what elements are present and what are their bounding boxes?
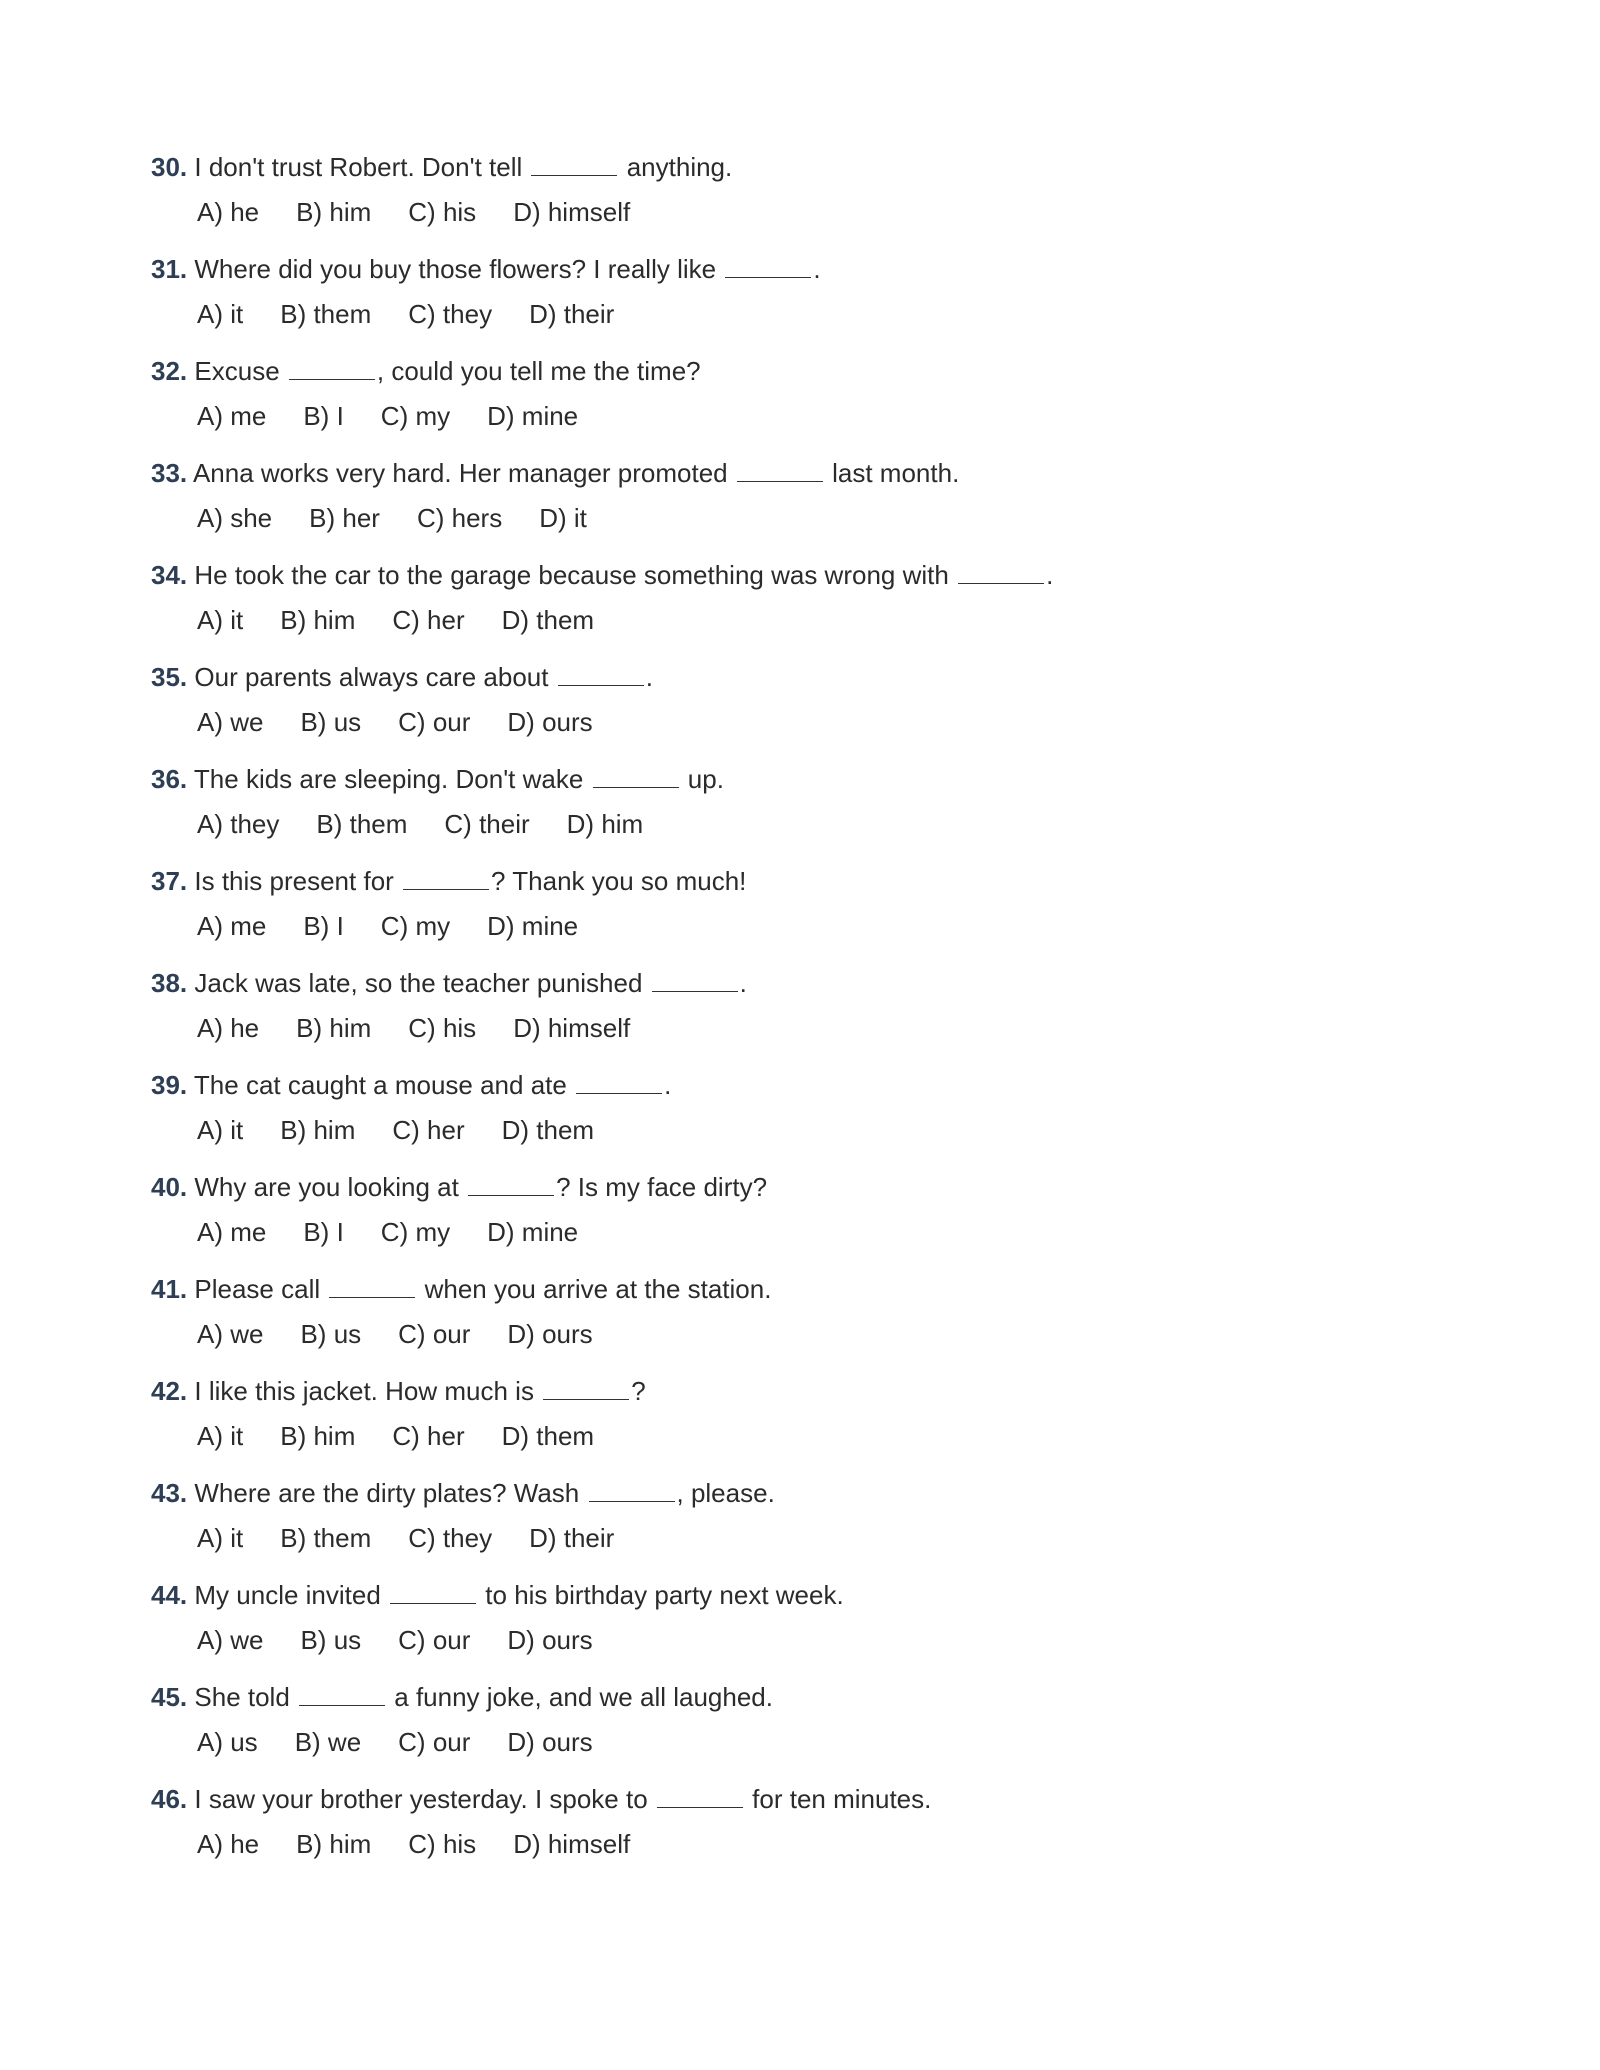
question-text-after-blank: to his birthday party next week. xyxy=(485,1580,844,1610)
answer-option: C) my xyxy=(380,401,451,431)
answer-options xyxy=(151,1316,1451,1352)
answer-option: B) him xyxy=(280,1421,356,1451)
answer-option: C) they xyxy=(408,1523,493,1553)
answer-option: A) me xyxy=(197,911,267,941)
answer-options xyxy=(151,1418,1451,1454)
question-item xyxy=(151,556,1451,658)
question-number: 37. xyxy=(151,866,188,896)
answer-blank xyxy=(558,663,644,686)
answer-blank xyxy=(593,765,679,788)
answer-option: A) it xyxy=(197,1523,244,1553)
answer-option: A) we xyxy=(197,707,264,737)
answer-option: A) it xyxy=(197,1115,244,1145)
question-text-before-blank: I saw your brother yesterday. I spoke to xyxy=(194,1784,648,1814)
question-text-before-blank: The cat caught a mouse and ate xyxy=(193,1070,567,1100)
answer-option: C) our xyxy=(398,1625,471,1655)
question-text-after-blank: ? xyxy=(631,1376,646,1406)
answer-option: D) mine xyxy=(487,911,579,941)
question-item xyxy=(151,1780,1451,1882)
question-number: 43. xyxy=(151,1478,188,1508)
answer-options xyxy=(151,1010,1451,1046)
answer-option: A) it xyxy=(197,605,244,635)
answer-option: A) we xyxy=(197,1625,264,1655)
question-text-after-blank: . xyxy=(1046,560,1054,590)
answer-option: B) us xyxy=(300,1319,362,1349)
question-number: 39. xyxy=(151,1070,188,1100)
answer-options xyxy=(151,194,1451,230)
answer-option: A) she xyxy=(197,503,273,533)
question-number: 41. xyxy=(151,1274,188,1304)
answer-option: C) their xyxy=(444,809,530,839)
question-item xyxy=(151,1168,1451,1270)
answer-blank xyxy=(652,969,738,992)
question-text xyxy=(151,556,1451,594)
question-item xyxy=(151,1270,1451,1372)
question-text-after-blank: ? Is my face dirty? xyxy=(556,1172,768,1202)
question-number: 32. xyxy=(151,356,188,386)
question-text-after-blank: ? Thank you so much! xyxy=(491,866,747,896)
answer-option: D) mine xyxy=(487,401,579,431)
answer-option: B) us xyxy=(300,707,362,737)
answer-option: D) mine xyxy=(487,1217,579,1247)
question-text-before-blank: He took the car to the garage because something was wrong with xyxy=(194,560,949,590)
answer-option: C) her xyxy=(392,605,465,635)
answer-option: A) we xyxy=(197,1319,264,1349)
question-number: 33. xyxy=(151,458,188,488)
question-item xyxy=(151,352,1451,454)
answer-option: B) her xyxy=(309,503,380,533)
question-number: 45. xyxy=(151,1682,188,1712)
answer-option: B) them xyxy=(316,809,408,839)
answer-option: D) ours xyxy=(507,707,593,737)
question-text-after-blank: last month. xyxy=(832,458,960,488)
answer-options xyxy=(151,704,1451,740)
question-text xyxy=(151,658,1451,696)
answer-blank xyxy=(589,1479,675,1502)
answer-option: C) her xyxy=(392,1421,465,1451)
answer-options xyxy=(151,1214,1451,1250)
answer-option: A) he xyxy=(197,1829,260,1859)
answer-option: B) him xyxy=(280,605,356,635)
question-text-before-blank: Please call xyxy=(194,1274,321,1304)
answer-options xyxy=(151,1622,1451,1658)
question-text xyxy=(151,964,1451,1002)
answer-option: A) he xyxy=(197,1013,260,1043)
question-number: 34. xyxy=(151,560,188,590)
question-text xyxy=(151,1066,1451,1104)
answer-option: C) his xyxy=(408,197,477,227)
answer-option: D) him xyxy=(566,809,644,839)
question-text xyxy=(151,1780,1451,1818)
question-number: 35. xyxy=(151,662,188,692)
answer-blank xyxy=(390,1581,476,1604)
question-text-after-blank: a funny joke, and we all laughed. xyxy=(394,1682,773,1712)
answer-blank xyxy=(543,1377,629,1400)
answer-option: C) his xyxy=(408,1829,477,1859)
question-text-after-blank: . xyxy=(664,1070,672,1100)
question-list xyxy=(151,148,1451,1882)
answer-option: C) they xyxy=(408,299,493,329)
question-text xyxy=(151,1372,1451,1410)
question-text-after-blank: , please. xyxy=(676,1478,775,1508)
question-text xyxy=(151,1270,1451,1308)
answer-option: B) I xyxy=(303,1217,344,1247)
question-number: 31. xyxy=(151,254,188,284)
answer-option: C) her xyxy=(392,1115,465,1145)
answer-options xyxy=(151,1520,1451,1556)
answer-option: D) them xyxy=(501,1421,595,1451)
answer-option: C) hers xyxy=(416,503,503,533)
question-item xyxy=(151,1678,1451,1780)
question-text-before-blank: Anna works very hard. Her manager promoted xyxy=(192,458,728,488)
answer-blank xyxy=(531,153,617,176)
answer-options xyxy=(151,1724,1451,1760)
answer-blank xyxy=(958,561,1044,584)
question-item xyxy=(151,250,1451,352)
question-number: 38. xyxy=(151,968,188,998)
question-number: 30. xyxy=(151,152,188,182)
answer-blank xyxy=(576,1071,662,1094)
question-text-before-blank: Jack was late, so the teacher punished xyxy=(194,968,643,998)
question-text xyxy=(151,862,1451,900)
answer-option: D) himself xyxy=(513,1013,631,1043)
question-text-before-blank: Is this present for xyxy=(194,866,394,896)
answer-option: B) them xyxy=(280,1523,372,1553)
question-number: 44. xyxy=(151,1580,188,1610)
answer-option: D) ours xyxy=(507,1727,593,1757)
answer-blank xyxy=(329,1275,415,1298)
question-text xyxy=(151,1678,1451,1716)
question-item xyxy=(151,658,1451,760)
question-text xyxy=(151,1474,1451,1512)
answer-blank xyxy=(725,255,811,278)
question-text xyxy=(151,148,1451,186)
question-item xyxy=(151,148,1451,250)
answer-option: B) I xyxy=(303,911,344,941)
question-text xyxy=(151,1576,1451,1614)
question-text-before-blank: She told xyxy=(194,1682,290,1712)
question-text-after-blank: when you arrive at the station. xyxy=(424,1274,772,1304)
question-number: 40. xyxy=(151,1172,188,1202)
answer-options xyxy=(151,1826,1451,1862)
answer-option: D) himself xyxy=(513,197,631,227)
answer-option: A) it xyxy=(197,299,244,329)
answer-options xyxy=(151,1112,1451,1148)
answer-options xyxy=(151,296,1451,332)
answer-option: B) we xyxy=(294,1727,362,1757)
question-text-before-blank: I like this jacket. How much is xyxy=(194,1376,534,1406)
answer-options xyxy=(151,602,1451,638)
answer-option: C) our xyxy=(398,1319,471,1349)
question-text xyxy=(151,760,1451,798)
question-text-before-blank: Where did you buy those flowers? I really like xyxy=(194,254,717,284)
question-text-after-blank: . xyxy=(739,968,747,998)
question-text xyxy=(151,352,1451,390)
answer-option: D) it xyxy=(539,503,587,533)
answer-option: B) him xyxy=(280,1115,356,1145)
answer-blank xyxy=(289,357,375,380)
question-item xyxy=(151,1576,1451,1678)
question-text-before-blank: The kids are sleeping. Don't wake xyxy=(193,764,584,794)
answer-option: C) my xyxy=(380,911,451,941)
answer-option: D) them xyxy=(501,1115,595,1145)
answer-option: C) his xyxy=(408,1013,477,1043)
question-text xyxy=(151,454,1451,492)
answer-option: B) us xyxy=(300,1625,362,1655)
question-item xyxy=(151,1372,1451,1474)
question-text-after-blank: anything. xyxy=(626,152,733,182)
answer-option: A) us xyxy=(197,1727,258,1757)
question-item xyxy=(151,1474,1451,1576)
answer-option: D) their xyxy=(529,1523,615,1553)
answer-options xyxy=(151,398,1451,434)
answer-option: A) he xyxy=(197,197,260,227)
answer-blank xyxy=(299,1683,385,1706)
question-text-before-blank: Why are you looking at xyxy=(194,1172,459,1202)
answer-blank xyxy=(468,1173,554,1196)
question-text-after-blank: for ten minutes. xyxy=(752,1784,932,1814)
answer-option: B) him xyxy=(296,197,372,227)
answer-options xyxy=(151,500,1451,536)
question-text-before-blank: Excuse xyxy=(194,356,280,386)
answer-option: D) ours xyxy=(507,1625,593,1655)
question-text xyxy=(151,250,1451,288)
answer-option: B) I xyxy=(303,401,344,431)
question-text xyxy=(151,1168,1451,1206)
answer-option: A) me xyxy=(197,1217,267,1247)
answer-blank xyxy=(657,1785,743,1808)
answer-option: B) them xyxy=(280,299,372,329)
question-text-after-blank: , could you tell me the time? xyxy=(376,356,701,386)
answer-option: A) it xyxy=(197,1421,244,1451)
question-number: 46. xyxy=(151,1784,188,1814)
answer-blank xyxy=(403,867,489,890)
question-text-after-blank: . xyxy=(813,254,821,284)
answer-option: C) my xyxy=(380,1217,451,1247)
answer-option: D) himself xyxy=(513,1829,631,1859)
answer-option: B) him xyxy=(296,1013,372,1043)
answer-options xyxy=(151,908,1451,944)
question-number: 36. xyxy=(151,764,188,794)
question-text-after-blank: . xyxy=(645,662,653,692)
answer-option: D) them xyxy=(501,605,595,635)
answer-option: C) our xyxy=(398,1727,471,1757)
answer-blank xyxy=(737,459,823,482)
question-text-before-blank: Our parents always care about xyxy=(194,662,549,692)
question-item xyxy=(151,454,1451,556)
question-item xyxy=(151,1066,1451,1168)
question-item xyxy=(151,760,1451,862)
answer-option: A) they xyxy=(197,809,280,839)
answer-option: D) ours xyxy=(507,1319,593,1349)
question-text-before-blank: I don't trust Robert. Don't tell xyxy=(194,152,523,182)
question-text-after-blank: up. xyxy=(687,764,724,794)
question-text-before-blank: My uncle invited xyxy=(194,1580,381,1610)
question-item xyxy=(151,964,1451,1066)
answer-options xyxy=(151,806,1451,842)
question-item xyxy=(151,862,1451,964)
answer-option: B) him xyxy=(296,1829,372,1859)
answer-option: D) their xyxy=(529,299,615,329)
question-number: 42. xyxy=(151,1376,188,1406)
answer-option: C) our xyxy=(398,707,471,737)
question-text-before-blank: Where are the dirty plates? Wash xyxy=(194,1478,580,1508)
answer-option: A) me xyxy=(197,401,267,431)
